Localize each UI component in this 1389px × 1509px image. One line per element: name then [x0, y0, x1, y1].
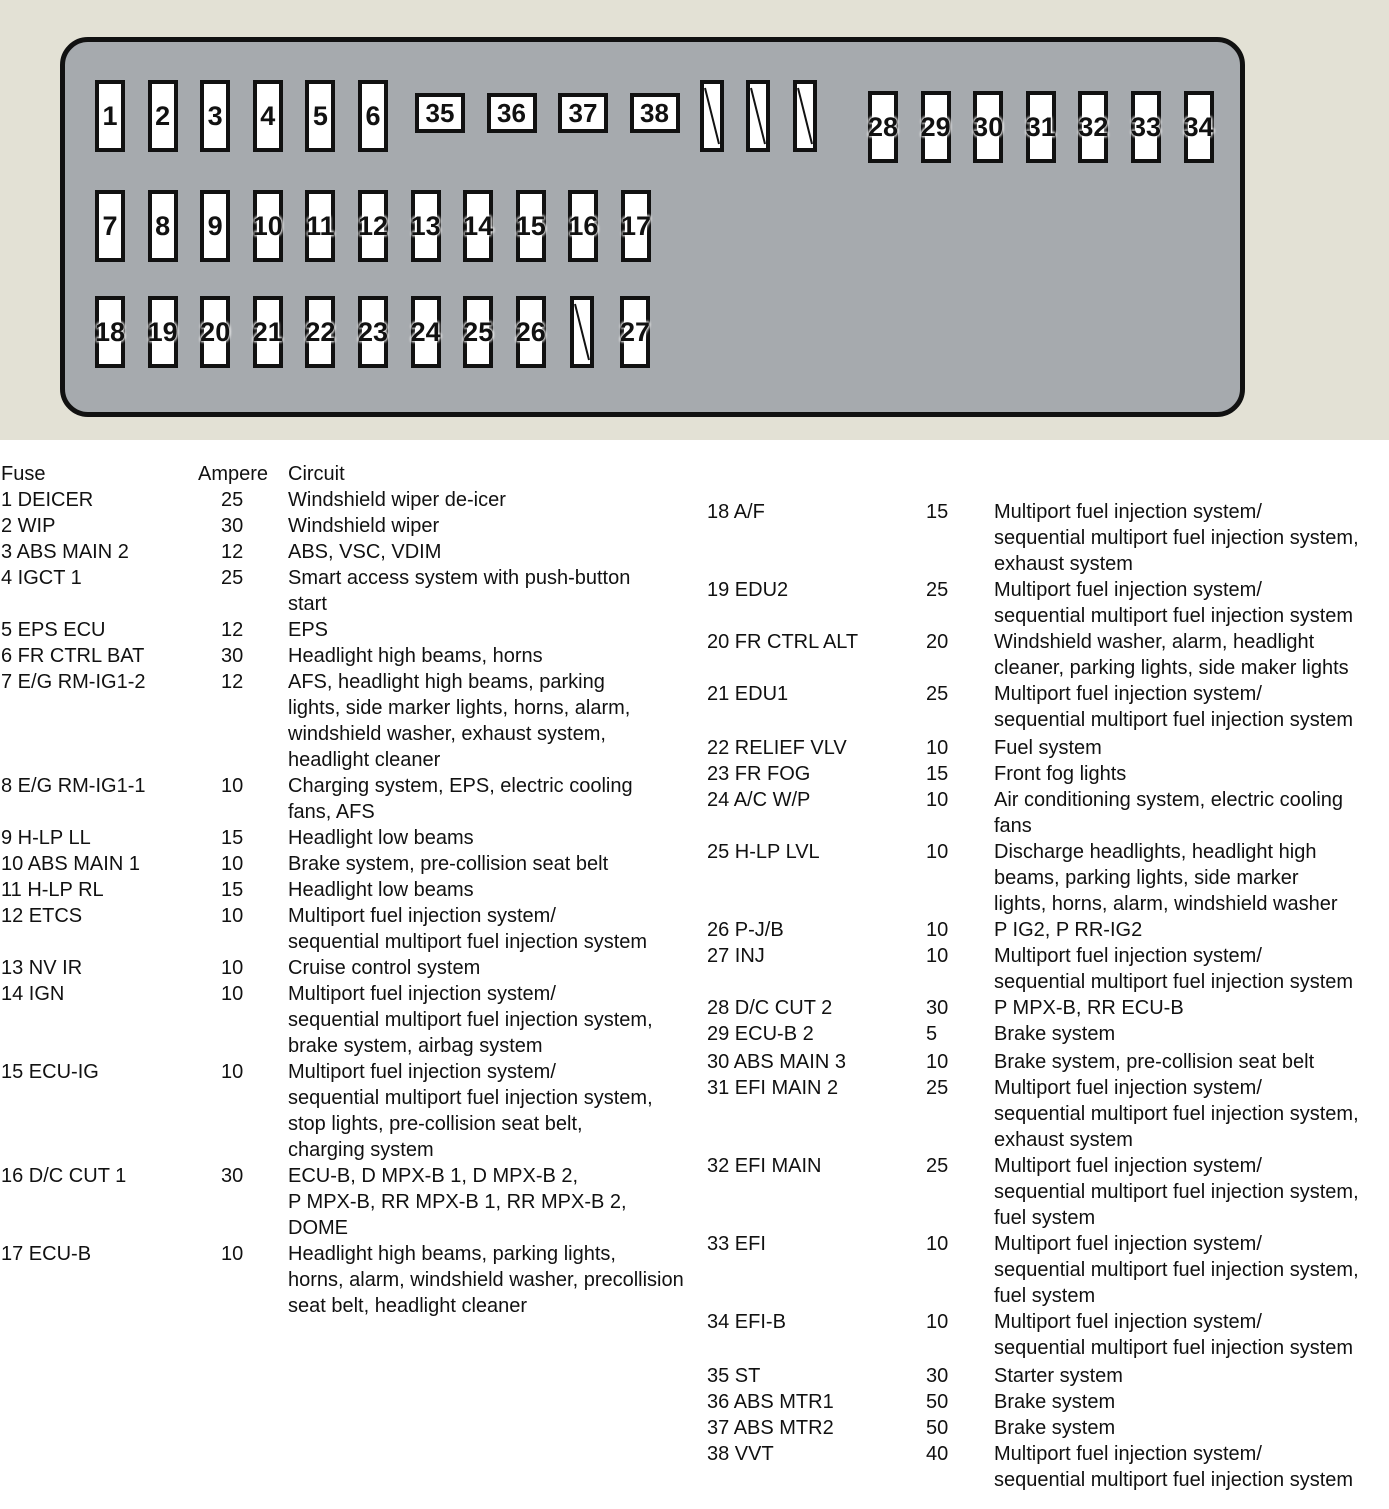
fuse-number: 35 [425, 97, 455, 128]
fuse-circuit: Windshield wiper de-icer [288, 489, 506, 511]
fuse-circuit: Brake system [994, 1417, 1116, 1439]
fuse-number: 24 [410, 316, 441, 347]
fuse-number: 3 [207, 100, 223, 131]
fuse-name: 6 FR CTRL BAT [1, 645, 145, 667]
fuse-name: 17 ECU-B [1, 1243, 92, 1265]
fuse-number: 4 [260, 100, 276, 131]
spare-slash-icon [797, 84, 813, 148]
fuse-circuit: EPS [288, 619, 329, 641]
fuse-ampere: 10 [926, 841, 949, 863]
fuse-circuit: Multiport fuel injection system/ [994, 579, 1262, 601]
fuse-number: 20 [200, 316, 231, 347]
fuse-name: 25 H-LP LVL [707, 841, 820, 863]
fuse-18 [95, 296, 125, 368]
spare-fuse-slot [570, 296, 594, 368]
fuse-ampere: 25 [221, 489, 244, 511]
spare-fuse-slot [793, 80, 817, 152]
fuse-circuit: lights, horns, alarm, windshield washer [994, 893, 1338, 915]
fuse-ampere: 30 [221, 1165, 244, 1187]
fuse-circuit: Discharge headlights, headlight high [994, 841, 1317, 863]
fuse-name: 7 E/G RM-IG1-2 [1, 671, 146, 693]
fuse-circuit: start [288, 593, 327, 615]
fuse-number: 28 [867, 111, 899, 142]
fuse-number: 21 [252, 316, 283, 347]
fuse-34 [1184, 91, 1214, 163]
fuse-8 [148, 190, 178, 262]
fuse-ampere: 10 [926, 945, 949, 967]
fuse-ampere: 15 [221, 879, 244, 901]
fuse-number: 13 [410, 210, 441, 241]
fuse-number: 32 [1078, 111, 1109, 142]
fuse-ampere: 5 [926, 1023, 938, 1045]
fuse-circuit: sequential multiport fuel injection system, [288, 1087, 653, 1109]
fuse-name: 32 EFI MAIN [707, 1155, 822, 1177]
fuse-ampere: 25 [926, 1155, 949, 1177]
fuse-4 [253, 80, 283, 152]
fuse-ampere: 25 [221, 567, 244, 589]
fuse-number: 10 [252, 210, 283, 241]
fuse-ampere: 10 [926, 737, 949, 759]
fuse-circuit: fuel system [994, 1285, 1096, 1307]
fuse-circuit: sequential multiport fuel injection system [994, 1337, 1354, 1359]
fuse-name: 18 A/F [707, 501, 765, 523]
fuse-name: 29 ECU-B 2 [707, 1023, 814, 1045]
fuse-ampere: 10 [926, 1051, 949, 1073]
fuse-14 [463, 190, 493, 262]
fuse-number: 19 [147, 316, 178, 347]
fuse-circuit: sequential multiport fuel injection system, [994, 527, 1359, 549]
fuse-circuit: cleaner, parking lights, side maker lights [994, 657, 1349, 679]
fuse-circuit: fans, AFS [288, 801, 375, 823]
fuse-22 [305, 296, 335, 368]
fuse-circuit: sequential multiport fuel injection system, [994, 1259, 1359, 1281]
fuse-circuit: sequential multiport fuel injection system [994, 709, 1354, 731]
fuse-ampere: 10 [221, 1061, 244, 1083]
fuse-circuit: brake system, airbag system [288, 1035, 543, 1057]
fuse-name: 3 ABS MAIN 2 [1, 541, 129, 563]
fuse-circuit: beams, parking lights, side marker [994, 867, 1299, 889]
fuse-circuit: headlight cleaner [288, 749, 441, 771]
fuse-circuit: Multiport fuel injection system/ [994, 501, 1262, 523]
fuse-name: 13 NV IR [1, 957, 83, 979]
fuse-ampere: 10 [926, 919, 949, 941]
fuse-name: 21 EDU1 [707, 683, 789, 705]
fuse-name: 10 ABS MAIN 1 [1, 853, 140, 875]
fuse-ampere: 40 [926, 1443, 949, 1465]
fuse-ampere: 10 [221, 957, 244, 979]
fuse-number: 11 [306, 210, 335, 241]
fuse-circuit: lights, side marker lights, horns, alarm, [288, 697, 631, 719]
fuse-box-panel [60, 37, 1245, 417]
fuse-name: 35 ST [707, 1365, 761, 1387]
fuse-ampere: 30 [926, 1365, 949, 1387]
fuse-name: 8 E/G RM-IG1-1 [1, 775, 146, 797]
fuse-circuit: fans [994, 815, 1032, 837]
fuse-ampere: 50 [926, 1391, 949, 1413]
fuse-38 [630, 93, 680, 133]
fuse-circuit: Brake system [994, 1023, 1116, 1045]
fuse-27 [620, 296, 650, 368]
fuse-number: 37 [568, 97, 598, 128]
fuse-number: 18 [94, 316, 126, 347]
fuse-name: 33 EFI [707, 1233, 766, 1255]
fuse-circuit: Charging system, EPS, electric cooling [288, 775, 633, 797]
fuse-name: 23 FR FOG [707, 763, 811, 785]
fuse-number: 31 [1025, 111, 1056, 142]
fuse-circuit: Front fog lights [994, 763, 1127, 785]
fuse-2 [148, 80, 178, 152]
fuse-number: 5 [312, 100, 328, 131]
fuse-number: 6 [365, 100, 381, 131]
fuse-circuit: fuel system [994, 1207, 1096, 1229]
fuse-circuit: Headlight low beams [288, 827, 474, 849]
fuse-circuit: DOME [288, 1217, 348, 1239]
fuse-circuit: Headlight high beams, parking lights, [288, 1243, 616, 1265]
fuse-28 [868, 91, 898, 163]
fuse-circuit: windshield washer, exhaust system, [288, 723, 606, 745]
fuse-number: 36 [497, 97, 526, 128]
fuse-number: 34 [1183, 111, 1214, 142]
fuse-ampere: 10 [926, 1233, 949, 1255]
fuse-circuit: Multiport fuel injection system/ [994, 683, 1262, 705]
fuse-name: 11 H-LP RL [1, 879, 104, 901]
header-ampere: Ampere [198, 463, 269, 485]
fuse-circuit: Multiport fuel injection system/ [994, 1311, 1262, 1333]
fuse-number: 17 [620, 210, 652, 241]
fuse-name: 19 EDU2 [707, 579, 789, 601]
fuse-circuit: exhaust system [994, 1129, 1133, 1151]
fuse-ampere: 25 [926, 1077, 949, 1099]
fuse-circuit: Headlight low beams [288, 879, 474, 901]
fuse-1 [95, 80, 125, 152]
fuse-20 [200, 296, 230, 368]
fuse-circuit: sequential multiport fuel injection system, [994, 1181, 1359, 1203]
fuse-name: 5 EPS ECU [1, 619, 106, 641]
fuse-circuit: sequential multiport fuel injection system, [994, 1103, 1359, 1125]
fuse-circuit: seat belt, headlight cleaner [288, 1295, 528, 1317]
fuse-ampere: 12 [221, 619, 244, 641]
fuse-circuit: Multiport fuel injection system/ [288, 905, 556, 927]
fuse-21 [253, 296, 283, 368]
fuse-ampere: 30 [221, 515, 244, 537]
fuse-25 [463, 296, 493, 368]
fuse-circuit: horns, alarm, windshield washer, precollision [288, 1269, 684, 1291]
fuse-11 [305, 190, 335, 262]
fuse-circuit: P MPX-B, RR ECU-B [994, 997, 1184, 1019]
fuse-circuit: ABS, VSC, VDIM [288, 541, 442, 563]
fuse-ampere: 25 [926, 579, 949, 601]
fuse-ampere: 10 [221, 1243, 244, 1265]
fuse-circuit: Multiport fuel injection system/ [994, 1233, 1262, 1255]
fuse-number: 25 [463, 316, 494, 347]
fuse-ampere: 10 [221, 853, 244, 875]
fuse-circuit: stop lights, pre-collision seat belt, [288, 1113, 583, 1135]
fuse-7 [95, 190, 125, 262]
fuse-circuit: Multiport fuel injection system/ [288, 983, 556, 1005]
fuse-circuit: charging system [288, 1139, 434, 1161]
fuse-ampere: 10 [221, 983, 244, 1005]
fuse-circuit: ECU-B, D MPX-B 1, D MPX-B 2, [288, 1165, 579, 1187]
fuse-circuit: sequential multiport fuel injection system [288, 931, 648, 953]
fuse-19 [148, 296, 178, 368]
fuse-number: 30 [973, 111, 1004, 142]
fuse-number: 38 [640, 97, 669, 128]
fuse-circuit: sequential multiport fuel injection system [994, 1469, 1354, 1491]
fuse-name: 22 RELIEF VLV [707, 737, 847, 759]
fuse-ampere: 15 [221, 827, 244, 849]
fuse-6 [358, 80, 388, 152]
fuse-circuit: sequential multiport fuel injection system [994, 605, 1354, 627]
fuse-circuit: Multiport fuel injection system/ [994, 1443, 1262, 1465]
fuse-name: 36 ABS MTR1 [707, 1391, 834, 1413]
fuse-ampere: 10 [926, 1311, 949, 1333]
fuse-10 [253, 190, 283, 262]
fuse-name: 28 D/C CUT 2 [707, 997, 833, 1019]
fuse-37 [558, 93, 608, 133]
fuse-circuit: Cruise control system [288, 957, 481, 979]
fuse-name: 38 VVT [707, 1443, 774, 1465]
fuse-name: 27 INJ [707, 945, 765, 967]
fuse-circuit: sequential multiport fuel injection system, [288, 1009, 653, 1031]
fuse-circuit: Brake system [994, 1391, 1116, 1413]
fuse-number: 16 [568, 210, 599, 241]
fuse-number: 27 [619, 316, 651, 347]
spare-fuse-slot [700, 80, 724, 152]
fuse-name: 16 D/C CUT 1 [1, 1165, 127, 1187]
fuse-13 [411, 190, 441, 262]
fuse-ampere: 15 [926, 763, 949, 785]
fuse-number: 12 [357, 210, 389, 241]
fuse-circuit: P IG2, P RR-IG2 [994, 919, 1143, 941]
fuse-number: 15 [515, 210, 546, 241]
fuse-name: 4 IGCT 1 [1, 567, 82, 589]
fuse-circuit: Air conditioning system, electric cooling [994, 789, 1344, 811]
spare-slash-icon [574, 300, 590, 364]
fuse-circuit: Smart access system with push-button [288, 567, 631, 589]
fuse-5 [305, 80, 335, 152]
fuse-ampere: 10 [221, 905, 244, 927]
fuse-circuit: Windshield washer, alarm, headlight [994, 631, 1315, 653]
fuse-circuit: exhaust system [994, 553, 1133, 575]
fuse-circuit: Brake system, pre-collision seat belt [994, 1051, 1315, 1073]
fuse-ampere: 10 [221, 775, 244, 797]
fuse-name: 34 EFI-B [707, 1311, 786, 1333]
fuse-name: 31 EFI MAIN 2 [707, 1077, 839, 1099]
fuse-circuit: Headlight high beams, horns [288, 645, 543, 667]
spare-fuse-slot [746, 80, 770, 152]
fuse-name: 1 DEICER [1, 489, 94, 511]
fuse-number: 23 [357, 316, 389, 347]
fuse-ampere: 12 [221, 541, 244, 563]
fuse-name: 24 A/C W/P [707, 789, 811, 811]
fuse-name: 2 WIP [1, 515, 56, 537]
fuse-circuit: Multiport fuel injection system/ [994, 1155, 1262, 1177]
fuse-number: 33 [1130, 111, 1162, 142]
fuse-ampere: 20 [926, 631, 949, 653]
fuse-31 [1026, 91, 1056, 163]
fuse-name: 20 FR CTRL ALT [707, 631, 859, 653]
fuse-36 [487, 93, 537, 133]
fuse-diagram [0, 0, 1389, 440]
fuse-29 [921, 91, 951, 163]
fuse-circuit: Multiport fuel injection system/ [994, 945, 1262, 967]
fuse-name: 26 P-J/B [707, 919, 784, 941]
fuse-15 [516, 190, 546, 262]
fuse-17 [621, 190, 651, 262]
fuse-name: 37 ABS MTR2 [707, 1417, 834, 1439]
fuse-circuit: Fuel system [994, 737, 1102, 759]
fuse-ampere: 30 [926, 997, 949, 1019]
fuse-ampere: 10 [926, 789, 949, 811]
fuse-name: 15 ECU-IG [1, 1061, 99, 1083]
fuse-circuit: Windshield wiper [288, 515, 440, 537]
fuse-30 [973, 91, 1003, 163]
fuse-number: 26 [515, 316, 546, 347]
fuse-circuit: Multiport fuel injection system/ [994, 1077, 1262, 1099]
fuse-number: 14 [463, 210, 494, 241]
fuse-name: 12 ETCS [1, 905, 83, 927]
fuse-number: 9 [207, 210, 223, 241]
fuse-number: 29 [920, 111, 951, 142]
fuse-12 [358, 190, 388, 262]
fuse-ampere: 50 [926, 1417, 949, 1439]
header-circuit: Circuit [288, 463, 345, 485]
fuse-number: 1 [102, 100, 118, 131]
fuse-32 [1078, 91, 1108, 163]
fuse-ampere: 15 [926, 501, 949, 523]
fuse-number: 8 [155, 210, 171, 241]
fuse-circuit: P MPX-B, RR MPX-B 1, RR MPX-B 2, [288, 1191, 627, 1213]
fuse-3 [200, 80, 230, 152]
fuse-number: 2 [155, 100, 171, 131]
fuse-circuit: Starter system [994, 1365, 1123, 1387]
spare-slash-icon [750, 84, 766, 148]
fuse-name: 14 IGN [1, 983, 65, 1005]
fuse-circuit: Brake system, pre-collision seat belt [288, 853, 609, 875]
header-fuse: Fuse [1, 463, 46, 485]
spare-slash-icon [704, 84, 720, 148]
fuse-circuit: Multiport fuel injection system/ [288, 1061, 556, 1083]
fuse-number: 22 [305, 316, 336, 347]
fuse-35 [415, 93, 465, 133]
fuse-ampere: 12 [221, 671, 244, 693]
fuse-circuit: sequential multiport fuel injection system [994, 971, 1354, 993]
fuse-24 [411, 296, 441, 368]
fuse-23 [358, 296, 388, 368]
fuse-33 [1131, 91, 1161, 163]
fuse-9 [200, 190, 230, 262]
fuse-circuit: AFS, headlight high beams, parking [288, 671, 605, 693]
fuse-name: 30 ABS MAIN 3 [707, 1051, 846, 1073]
fuse-16 [568, 190, 598, 262]
fuse-ampere: 25 [926, 683, 949, 705]
fuse-ampere: 30 [221, 645, 244, 667]
fuse-number: 7 [102, 210, 118, 241]
fuse-name: 9 H-LP LL [1, 827, 91, 849]
fuse-26 [516, 296, 546, 368]
